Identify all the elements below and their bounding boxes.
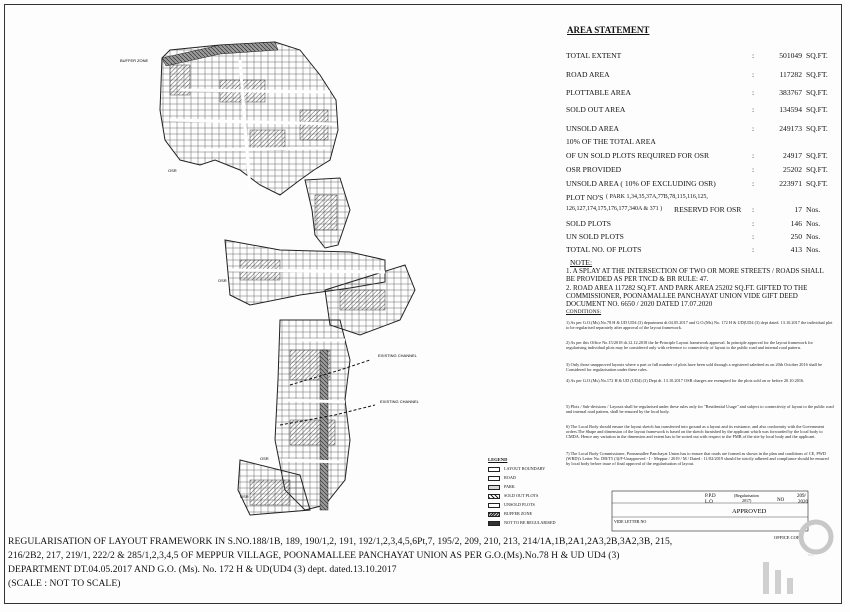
stamp-no-label: NO — [777, 498, 785, 503]
notes-heading: NOTE: — [570, 258, 593, 267]
footer-line-1: REGULARISATION OF LAYOUT FRAMEWORK IN S.NO.188/1B, 189, 190/1,2, 191, 192/1,2,3,4,5,6Pt,7, 195/2, 209, 210, 213, 214/1A,1B,2A1,2A3,2B,3A2,3B, 215, — [8, 536, 673, 547]
condition-7: 7) The Local Body Commissioner, Poonamallee Panchayat Union has to ensure that roads are formed as shown in the plan and conditions of CE, PWD (WRD)'s Letter No. DB/T5 (3)/F-Unapproved - I - Meppur / 2019 / M / Dated : 11/02/2019 should be strictly adhered and compliance should be ensured by local body before issue of final approval of the regularisation of layout. — [566, 451, 829, 467]
note-2: 2. ROAD AREA 117282 SQ.FT. AND PARK AREA 25202 SQ.FT. GIFTED TO THE COMMISSIONER, POONAMALLEE PANCHAYAT UNION VIDE GIFT DEED DOCUMENT NO. 6650 / 2020 DATED 17.07.2020 — [566, 284, 808, 309]
plot-nos-line: PLOT NO'S ( PARK 1,34,35,37A,77B,78,115,116,125, — [566, 193, 708, 202]
area-statement-title: AREA STATEMENT — [567, 25, 650, 35]
osr-label-2: OSR — [218, 278, 227, 283]
layout-drawing-sheet: BUFFER ZONE OSR OSR EXISTING CHANNEL EXISTING CHANNEL OSR OSR AREA STATEMENT TOTAL EXTENT : 501049 SQ.FT. ROAD AREA : 117282 SQ.FT. PLOTTABLE AREA : 383767 SQ.FT. SOLD OUT AREA : 134594 SQ.FT. UNSOLD AREA : 249173 SQ.FT. 10% OF THE TOTAL AREA OF UN SOLD PLOTS REQUIRED FOR OSR : 24917 SQ.FT. OSR PROVIDED : 25202 SQ.FT. UNSOLD AREA ( 10% OF EXCLUDING OSR) : 223971 SQ.FT. PLOT NO'S ( PARK 1,34,35,37A,77B,78,115,116,125, 126,127,174,175,176,177,340A & 371 ) RESERVD FOR OSR : 17 Nos. SOLD PLOTS : 146 Nos. UN SOLD PLOTS : 250 Nos. TOTAL NO. OF PLOTS : 413 Nos. NOTE: 1. A SPLAY AT THE INTERSECTION OF TWO OR MORE STREETS / ROADS SHALL BE PROVIDED AS PER TNCD & BR RULE: 47. 2. ROAD AREA 117282 SQ.FT. AND PARK AREA 25202 SQ.FT. GIFTED TO THE COMMISSIONER, POONAMALLEE PANCHAYAT UNION VIDE GIFT DEED DOCUMENT NO. 6650 / 2020 DATED 17.07.2020 CONDITIONS: 1) As per G.O.(Ms).No.78 H & UD UD4 (3) department dt.04.05.2017 and G.O.(Ms) No. 172 H & UD(UD4 (3) dept dated. 13.10.2017 the individual plot to be regularised separately after approval of the layout framework. 2) As per this Office No.15/2018 dt.12.12.2018 the In-Principle Layout framework approval. In principle approval for the layout framework for regularising individual plots may be considered only with reference to connectivity of layout to the public road and internal road pattern. 3) Only those unapproved layouts where a part or full number of plots have been sold through a registered saledeed as on 20th October 2016 shall be Considered for regularisation under these rules. 4) As per G.O.(Ms).No.172 H & UD (UD4) (3) Dept dt. 13.10.2017 OSR charges are exempted for the plots sold on or before 20.10.2016. 5) Plots / Sub-divisions / Layouts shall be regularised under these rules only for "Residential Usage" and subject to connectivity of layout to the public road and internal road pattern, shall be ensured by the local body. 6) The Local Body should ensure the layout sketch has transferred into ground as a layout and its existance, and also conformity with the Government orders.The Shape and dimension of the layout framework is based on the sketch furnished by the applicant which was forwarded by the local body to CMDA. Hence any variation in the dimension and extent has to be sorted out with respect to the FMB of the site by local body and the applicant. 7) The Local Body Commissioner, Poonamallee Panchayat Union has to ensure that roads are formed as shown in the plan and conditions of CE, PWD (WRD)'s Letter No. DB/T5 (3)/F-Unapproved - I - Meppur / 2019 / M / Dated : 11/02/2019 should be strictly adhered and compliance should be ensured by local body before issue of final approval of the regularisation of layout. LEGEND LAYOUT BOUNDARY ROAD PARK SOLD OUT PLOTS UNSOLD PLOTS BUFFER ZONE NOT TO BE REGULARISED P.P.D L.O (Regularisation 2017) NO 209/ 2020 APPROVED VIDE LETTER NO OFFICE COPY REGULARISATION OF LAYOUT FRAMEWORK IN S.NO.188/1B, 189, 190/1,2, 191, 192/1,2,3,4,5,6Pt,7, 195/2, 209, 210, 213, 214/1A,1B,2A1,2A3,2B,3A2,3B, 215, 216/2B2, 217, 219/1, 222/2 & 285/1,2,3,4,5 OF MEPPUR VILLAGE, POONAMALLEE PANCHAYAT UNION AS PER G.O.(Ms).No.78 H & UD UD4 (3) DEPARTMENT DT.04.05.2017 AND G.O. (Ms). No. 172 H & UD(UD4 (3) dept. dated.13.10.2017 (SCALE : NOT TO SCALE) OLX — [0, 0, 850, 612]
footer-line-3: DEPARTMENT DT.04.05.2017 AND G.O. (Ms). No. 172 H & UD(UD4 (3) dept. dated.13.10.2017 — [8, 564, 397, 575]
conditions-heading: CONDITIONS: — [566, 309, 602, 315]
stamp-approved: APPROVED — [732, 508, 767, 515]
svg-text:OSR: OSR — [260, 456, 269, 461]
legend-title: LEGEND — [488, 457, 508, 462]
stamp-reg-year: 2017) — [742, 498, 752, 503]
condition-6: 6) The Local Body should ensure the layout sketch has transferred into ground as a layout and its existance, and also conformity with the Government orders.The Shape and dimension of the layout framework is based on the sketch furnished by the applicant which was forwarded by the local body to CMDA. Hence any variation in the dimension and extent has to be sorted out with respect to the FMB of the site by local body and the applicant. — [566, 424, 825, 440]
existing-channel-label-1: EXISTING CHANNEL — [378, 353, 417, 358]
stamp-lo: L.O — [705, 500, 713, 505]
stamp-ppd: P.P.D — [705, 494, 716, 499]
area-row-osr-provided: OSR PROVIDED : 25202 SQ.FT. — [566, 165, 828, 174]
area-row-unsold-area: UNSOLD AREA : 249173 SQ.FT. — [566, 124, 828, 133]
condition-5: 5) Plots / Sub-divisions / Layouts shall be regularised under these rules only for "Residential Usage" and subject to connectivity of layout to the public road and internal road pattern, shall be ensured by the local body. — [566, 404, 834, 415]
area-row-total-plots: TOTAL NO. OF PLOTS : 413 Nos. — [566, 245, 821, 254]
area-row-unsold-plots: UN SOLD PLOTS : 250 Nos. — [566, 232, 821, 241]
existing-channel-label-2: EXISTING CHANNEL — [380, 399, 419, 404]
layout-plan-drawing — [100, 20, 560, 525]
area-row-sold-out-area: SOLD OUT AREA : 134594 SQ.FT. — [566, 105, 828, 114]
condition-4: 4) As per G.O.(Ms).No.172 H & UD (UD4) (3) Dept dt. 13.10.2017 OSR charges are exempted for the plots sold on or before 20.10.2016. — [566, 378, 805, 383]
area-row-osr-required: OF UN SOLD PLOTS REQUIRED FOR OSR : 24917 SQ.FT. — [566, 151, 828, 160]
stamp-letter: VIDE LETTER NO — [614, 519, 647, 524]
olx-watermark-icon — [735, 552, 803, 602]
note-1: 1. A SPLAY AT THE INTERSECTION OF TWO OR MORE STREETS / ROADS SHALL BE PROVIDED AS PER TNCD & BR RULE: 47. — [566, 267, 824, 284]
area-row-total-extent: TOTAL EXTENT : 501049 SQ.FT. — [566, 51, 828, 60]
osr-line-1: 10% OF THE TOTAL AREA — [566, 137, 656, 146]
stamp-office-copy: OFFICE COPY — [774, 535, 803, 540]
stamp-year: 2020 — [798, 500, 808, 505]
buffer-zone-label: BUFFER ZONE — [120, 58, 149, 63]
svg-text:OLX: OLX — [808, 553, 815, 557]
area-row-plottable-area: PLOTTABLE AREA : 383767 SQ.FT. — [566, 88, 828, 97]
svg-text:OSR: OSR — [240, 494, 249, 499]
area-row-sold-plots: SOLD PLOTS : 146 Nos. — [566, 219, 821, 228]
footer-line-4: (SCALE : NOT TO SCALE) — [8, 578, 121, 589]
stamp-reg-label: (Regularisation — [734, 493, 759, 498]
stamp-no-value: 209/ — [797, 494, 806, 499]
footer-line-2: 216/2B2, 217, 219/1, 222/2 & 285/1,2,3,4,5 OF MEPPUR VILLAGE, POONAMALLEE PANCHAYAT UNION AS PER G.O.(Ms).No.78 H & UD UD4 (3) — [8, 550, 620, 561]
condition-2: 2) As per this Office No.15/2018 dt.12.12.2018 the In-Principle Layout framework approval. In principle approval for the layout framework for regularising individual plots may be considered only with reference to connectivity of layout to the public road and internal road pattern. — [566, 340, 813, 351]
area-row-road-area: ROAD AREA : 117282 SQ.FT. — [566, 70, 828, 79]
condition-3: 3) Only those unapproved layouts where a part or full number of plots have been sold through a registered saledeed as on 20th October 2016 shall be Considered for regularisation under these rules. — [566, 362, 823, 373]
osr-label-1: OSR — [168, 168, 177, 173]
area-row-plots-reserved-osr: 126,127,174,175,176,177,340A & 371 ) RESERVD FOR OSR : 17 Nos. — [566, 205, 821, 214]
area-row-unsold-excluding-osr: UNSOLD AREA ( 10% OF EXCLUDING OSR) : 223971 SQ.FT. — [566, 179, 828, 188]
condition-1: 1) As per G.O.(Ms).No.78 H & UD UD4 (3) department dt.04.05.2017 and G.O.(Ms) No. 172 H & UD(UD4 (3) dept dated. 13.10.2017 the individual plot to be regularised separately after approval of the layout framework. — [566, 320, 833, 331]
